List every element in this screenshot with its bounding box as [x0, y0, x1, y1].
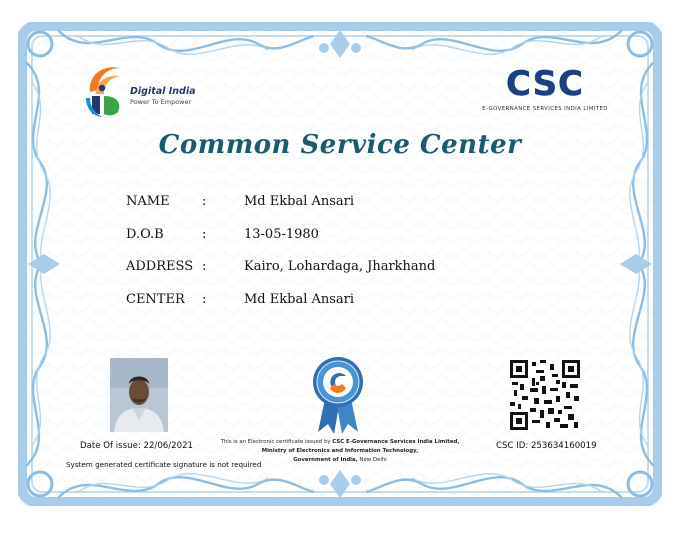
csc-ribbon-badge-icon — [312, 354, 364, 434]
issuer-line3-bold: Government of India, — [293, 457, 358, 463]
issuer-line3-rest: New Delhi — [357, 457, 387, 463]
field-colon: : — [202, 227, 207, 242]
field-value-name: Md Ekbal Ansari — [244, 194, 355, 209]
holder-photo — [110, 358, 168, 432]
field-colon: : — [202, 292, 207, 307]
digital-india-emblem-icon — [82, 62, 128, 118]
field-value-center: Md Ekbal Ansari — [244, 292, 355, 307]
certificate-title: Common Service Center — [158, 130, 522, 160]
digital-india-logo — [82, 62, 202, 118]
issuer-line2: Ministry of Electronics and Information Technology, — [261, 448, 419, 454]
issuer-note — [208, 438, 472, 465]
field-label-address: ADDRESS — [126, 259, 194, 274]
digital-india-tagline: Power To Empower — [130, 98, 192, 106]
csc-wordmark: CSC — [505, 64, 585, 104]
digital-india-title: Digital India — [130, 86, 196, 97]
csc-subtitle: E-GOVERNANCE SERVICES INDIA LIMITED — [482, 106, 608, 112]
field-value-dob: 13-05-1980 — [244, 227, 319, 242]
field-label-center: CENTER — [126, 292, 185, 307]
csc-id: CSC ID: 253634160019 — [496, 441, 597, 451]
csc-logo — [480, 64, 610, 124]
signature-note: System generated certificate signature is not required — [66, 460, 262, 469]
date-of-issue: Date Of issue: 22/06/2021 — [80, 441, 194, 451]
field-colon: : — [202, 259, 207, 274]
field-label-name: NAME — [126, 194, 170, 209]
qr-code-icon — [510, 360, 580, 430]
issuer-org: CSC E-Governance Services India Limited, — [332, 439, 460, 445]
field-value-address: Kairo, Lohardaga, Jharkhand — [244, 259, 436, 274]
certificate — [18, 22, 662, 506]
person-photo-icon — [110, 358, 168, 432]
issuer-line1: This is an Electronic certificate issued by — [220, 439, 331, 445]
field-colon: : — [202, 194, 207, 209]
field-label-dob: D.O.B — [126, 227, 164, 242]
